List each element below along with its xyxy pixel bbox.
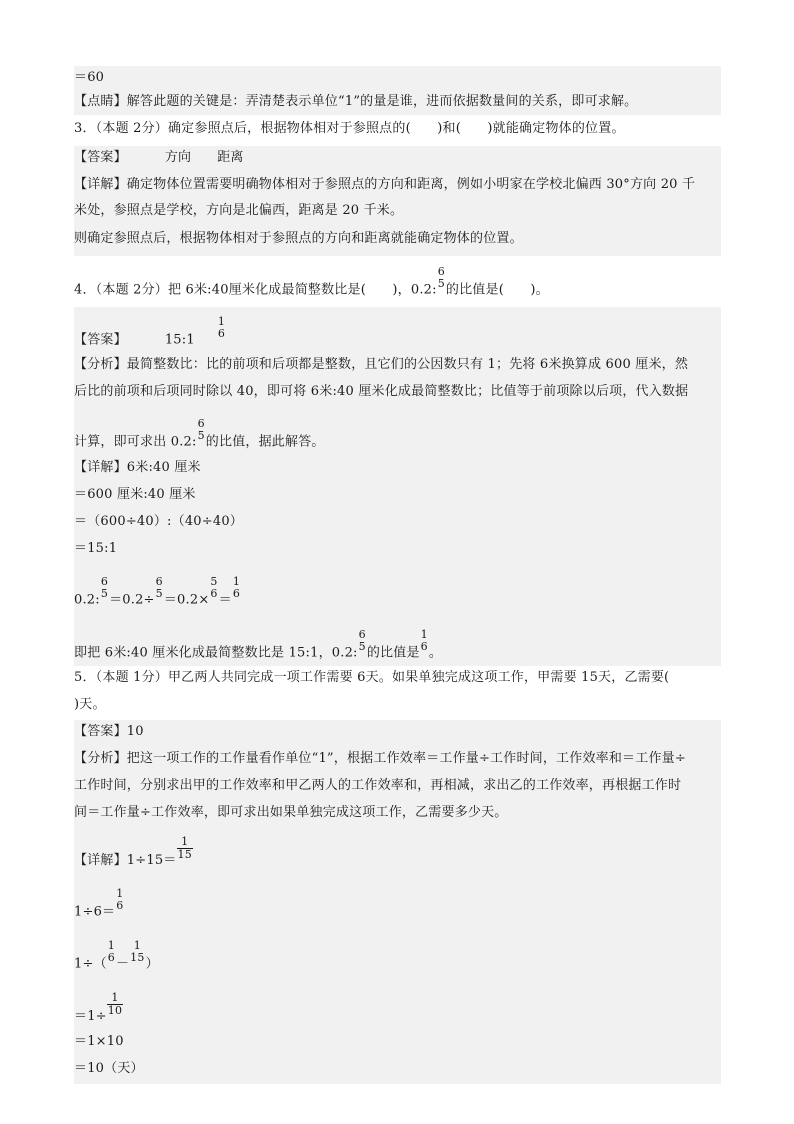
- fraction-one-sixth: [232, 576, 241, 600]
- calc-text: ＝1÷: [74, 1009, 107, 1024]
- detail-line: ＝15:1: [74, 541, 118, 556]
- denominator: 5: [197, 429, 205, 442]
- fraction-one-tenth: [107, 992, 123, 1017]
- calc-text: 1÷（: [74, 956, 107, 972]
- denominator: 5: [437, 277, 445, 290]
- analysis-line: 工作时间，分别求出甲的工作效率和甲乙两人的工作效率和，再相减，求出乙的工作效率，再根据工作时: [74, 778, 682, 793]
- calc-text: 【详解】1÷15＝: [74, 853, 177, 868]
- question-5: 5．（本题 1分）甲乙两人共同完成一项工作需要 6天。如果单独完成这项工作，甲需要 15天，乙需要(: [74, 670, 670, 685]
- denominator: 6: [217, 327, 226, 340]
- denominator: 5: [358, 640, 366, 653]
- analysis-line: 后比的前项和后项同时除以 40，即可将 6米:40 厘米化成最简整数比；比值等于前项除以后项，代入数据: [74, 384, 689, 399]
- analysis-line: 间＝工作量÷工作效率，即可求出如果单独完成这项工作，乙需要多少天。: [74, 805, 508, 820]
- calc-text: ＝0.2×: [163, 592, 210, 608]
- answer-value: 距离: [217, 150, 244, 165]
- numerator: 1: [116, 887, 124, 900]
- answer-line-q5: 【答案】10: [74, 724, 144, 739]
- denominator: 5: [100, 587, 109, 600]
- calculation-line: [74, 939, 159, 974]
- denominator: 5: [155, 587, 163, 600]
- calculation-line: ＝10（天）: [74, 1061, 144, 1076]
- conclusion-text: 。: [428, 645, 443, 661]
- analysis-text: 的比值，据此解答。: [205, 434, 325, 450]
- denominator: 6: [107, 951, 115, 964]
- answer-line-q4: [74, 315, 226, 350]
- question-3: 3．（本题 2分）确定参照点后，根据物体相对于参照点的( )和( )就能确定物体的位置。: [74, 121, 625, 136]
- answer-label: 【答案】: [74, 150, 127, 165]
- denominator: 6: [210, 587, 218, 600]
- analysis-text: 计算，即可求出 0.2:: [74, 434, 197, 450]
- numerator: 1: [217, 315, 226, 328]
- numerator: 6: [197, 417, 205, 430]
- denominator: 15: [130, 951, 145, 964]
- calc-text: ＝0.2÷: [109, 592, 155, 608]
- numerator: 1: [420, 628, 428, 641]
- calc-text: 1÷6＝: [74, 904, 116, 920]
- analysis-line: 【分析】最简整数比：比的前项和后项都是整数，且它们的公因数只有 1；先将 6米换算成 600 厘米，然: [74, 357, 689, 372]
- detail-line: ＝600 厘米:40 厘米: [74, 487, 196, 502]
- calculation-line: [74, 991, 123, 1026]
- fraction-six-fifths: [155, 576, 164, 600]
- fraction-one-sixth: [115, 888, 124, 912]
- numerator: 1: [133, 939, 141, 952]
- key-point-line: 【点睛】解答此题的关键是：弄清楚表示单位“1”的量是谁，进而依据数量间的关系，即可求解。: [74, 94, 638, 109]
- calc-text: ）: [145, 956, 159, 972]
- answer-line-q3: [74, 147, 244, 169]
- question-5-cont: )天。: [74, 697, 106, 712]
- answer-label: 【答案】: [74, 332, 127, 348]
- denominator: 6: [116, 899, 124, 912]
- numerator: 1: [232, 575, 241, 588]
- numerator: 6: [155, 575, 163, 588]
- answer-value: 15:1: [164, 332, 195, 348]
- question-text: 4．（本题 2分）把 6米:40厘米化成最简整数比是( )，0.2:: [74, 282, 437, 298]
- detail-line: 则确定参照点后，根据物体相对于参照点的方向和距离就能确定物体的位置。: [74, 231, 523, 246]
- numerator: 1: [107, 939, 115, 952]
- conclusion-line: [74, 628, 443, 663]
- denominator: 15: [177, 848, 192, 861]
- conclusion-text: 的比值是: [366, 645, 420, 661]
- denominator: 6: [232, 587, 241, 600]
- result-line: ＝60: [74, 70, 105, 85]
- numerator: 6: [100, 575, 109, 588]
- conclusion-text: 即把 6米:40 厘米化成最简整数比是 15:1，0.2:: [74, 645, 358, 661]
- question-text: 的比值是( )。: [445, 282, 549, 298]
- calculation-line: ＝1×10: [74, 1034, 124, 1049]
- numerator: 5: [210, 575, 218, 588]
- analysis-line: [74, 417, 325, 452]
- fraction-six-fifths: [437, 266, 446, 290]
- fraction-one-sixth: [107, 940, 116, 964]
- fraction-one-fifteenth: [129, 940, 145, 964]
- answer-value: 方向: [164, 150, 192, 165]
- calculation-line: [74, 575, 241, 610]
- numerator: 6: [358, 628, 366, 641]
- calculation-line: [74, 835, 193, 870]
- denominator: 6: [420, 640, 428, 653]
- calc-text: －: [115, 956, 130, 972]
- calc-text: 0.2:: [74, 592, 100, 608]
- fraction-five-sixths: [209, 576, 218, 600]
- fraction-six-fifths: [197, 418, 206, 442]
- question-4: [74, 265, 549, 300]
- detail-line: 米处，参照点是学校，方向是北偏西，距离是 20 千米。: [74, 203, 404, 218]
- numerator: 6: [437, 265, 445, 278]
- calc-text: ＝: [218, 592, 232, 608]
- detail-line: 【详解】确定物体位置需要明确物体相对于参照点的方向和距离，例如小明家在学校北偏西 30°方向 20 千: [74, 177, 696, 192]
- fraction-one-sixth: [217, 316, 226, 340]
- analysis-line: 【分析】把这一项工作的工作量看作单位“1”，根据工作效率＝工作量÷工作时间，工作效率和＝工作量÷: [74, 751, 686, 766]
- calculation-line: [74, 887, 124, 922]
- denominator: 10: [107, 1004, 123, 1017]
- detail-line: 【详解】6米:40 厘米: [74, 460, 201, 475]
- fraction-six-fifths: [100, 576, 109, 600]
- fraction-one-fifteenth: [177, 836, 193, 861]
- detail-line: ＝（600÷40）:（40÷40）: [74, 514, 244, 529]
- fraction-six-fifths: [358, 629, 367, 653]
- numerator: 1: [107, 992, 123, 1005]
- numerator: 1: [177, 836, 193, 849]
- fraction-one-sixth: [420, 629, 429, 653]
